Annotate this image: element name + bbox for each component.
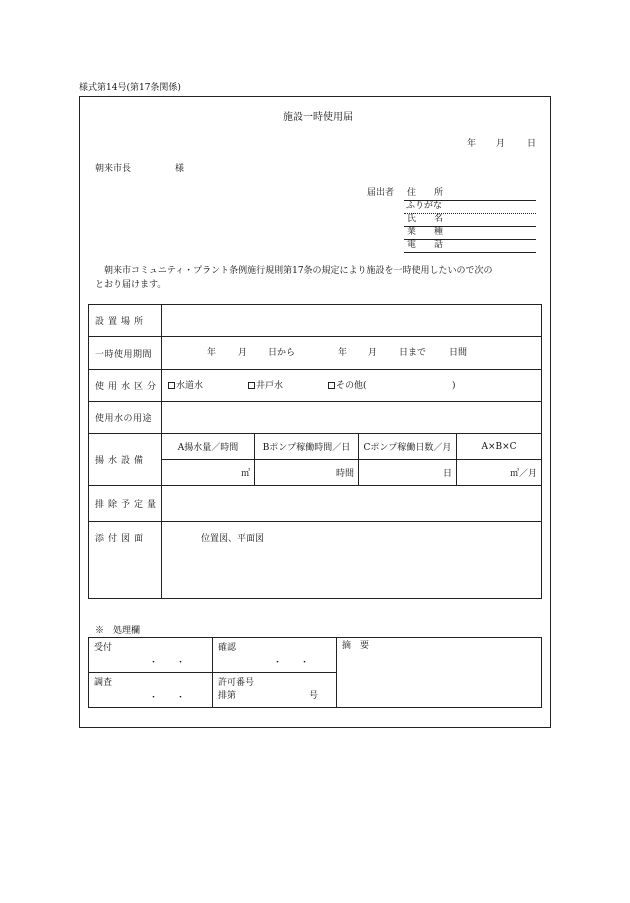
- checkbox-icon: [328, 382, 335, 389]
- confirm-cell[interactable]: [213, 638, 337, 673]
- applicant-phone-line[interactable]: [404, 252, 536, 253]
- period-end-month: 月: [368, 348, 378, 358]
- attachments-label: 添付図面: [89, 522, 162, 599]
- date-year: 年: [467, 139, 477, 149]
- applicant-label: 届出者: [367, 188, 395, 198]
- date-month: 月: [496, 139, 506, 149]
- period-start-year: 年: [207, 348, 217, 358]
- location-field[interactable]: [162, 305, 542, 337]
- period-end-year: 年: [338, 348, 348, 358]
- addressee-sama: 様: [175, 164, 185, 174]
- pumping-header-b: Bポンプ稼働時間／日: [255, 434, 359, 460]
- water-purpose-field[interactable]: [162, 402, 542, 434]
- pumping-header-a: A揚水量／時間: [162, 434, 255, 460]
- period-start-day: 日から: [268, 348, 296, 358]
- attachments-value[interactable]: 位置図、平面図: [162, 522, 542, 599]
- inspect-date-dots: ・ ・: [149, 693, 186, 703]
- water-type-label: 使用水区分: [89, 370, 162, 402]
- permit-cell[interactable]: [213, 673, 337, 708]
- summary-cell[interactable]: [337, 638, 542, 708]
- intro-text-line1: 朝来市コミュニティ・プラント条例施行規則第17条の規定により施設を一時使用したいので次の: [104, 266, 493, 276]
- water-purpose-label: 使用水の用途: [89, 402, 162, 434]
- intro-text-line2: とおり届けます。: [95, 280, 167, 290]
- pumping-value-c[interactable]: 日: [359, 460, 457, 486]
- form-reference: 様式第14号(第17条関係): [79, 83, 181, 93]
- checkbox-icon: [168, 382, 175, 389]
- period-field[interactable]: [162, 337, 542, 370]
- pumping-value-abc[interactable]: ㎥／月: [457, 460, 542, 486]
- period-end-day: 日まで: [399, 348, 427, 358]
- water-option-other[interactable]: その他(: [328, 382, 367, 391]
- pumping-value-a[interactable]: ㎥: [162, 460, 255, 486]
- inspect-cell[interactable]: [89, 673, 213, 708]
- period-label: 一時使用期間: [89, 337, 162, 370]
- permit-prefix: 排第: [218, 691, 237, 701]
- applicant-name-label: 氏 名: [407, 214, 444, 224]
- applicant-business-label: 業 種: [407, 227, 444, 237]
- period-start-month: 月: [238, 348, 248, 358]
- applicant-phone-label: 電 話: [407, 240, 444, 250]
- pumping-value-b[interactable]: 時間: [255, 460, 359, 486]
- checkbox-icon: [248, 382, 255, 389]
- permit-label: 許可番号: [218, 678, 255, 688]
- applicant-address-label: 住 所: [407, 188, 444, 198]
- processing-table: [88, 637, 542, 708]
- pumping-header-abc: A×B×C: [457, 434, 542, 460]
- water-type-field: [162, 370, 542, 402]
- applicant-furigana-label: ふりがな: [406, 201, 443, 211]
- confirm-label: 確認: [218, 643, 237, 653]
- addressee-mayor: 朝来市長: [95, 164, 132, 174]
- water-option-well[interactable]: 井戸水: [248, 382, 283, 391]
- water-option-tap[interactable]: 水道水: [168, 382, 203, 391]
- main-form-table: [88, 304, 542, 599]
- discharge-label: 排除予定量: [89, 486, 162, 522]
- permit-suffix: 号: [309, 691, 319, 701]
- summary-label: 摘 要: [342, 641, 370, 651]
- processing-header: ※ 処理欄: [95, 626, 141, 636]
- pumping-label: 揚水設備: [89, 434, 162, 486]
- period-days: 日間: [449, 348, 468, 358]
- date-day: 日: [527, 139, 537, 149]
- discharge-field[interactable]: [162, 486, 542, 522]
- receipt-date-dots: ・ ・: [149, 658, 186, 668]
- receipt-label: 受付: [94, 643, 113, 653]
- water-option-other-close: ): [452, 381, 456, 391]
- receipt-cell[interactable]: [89, 638, 213, 673]
- form-title: 施設一時使用届: [283, 112, 353, 123]
- pumping-header-c: Cポンプ稼働日数／月: [359, 434, 457, 460]
- confirm-date-dots: ・ ・: [273, 658, 310, 668]
- inspect-label: 調査: [94, 678, 113, 688]
- location-label: 設置場所: [89, 305, 162, 337]
